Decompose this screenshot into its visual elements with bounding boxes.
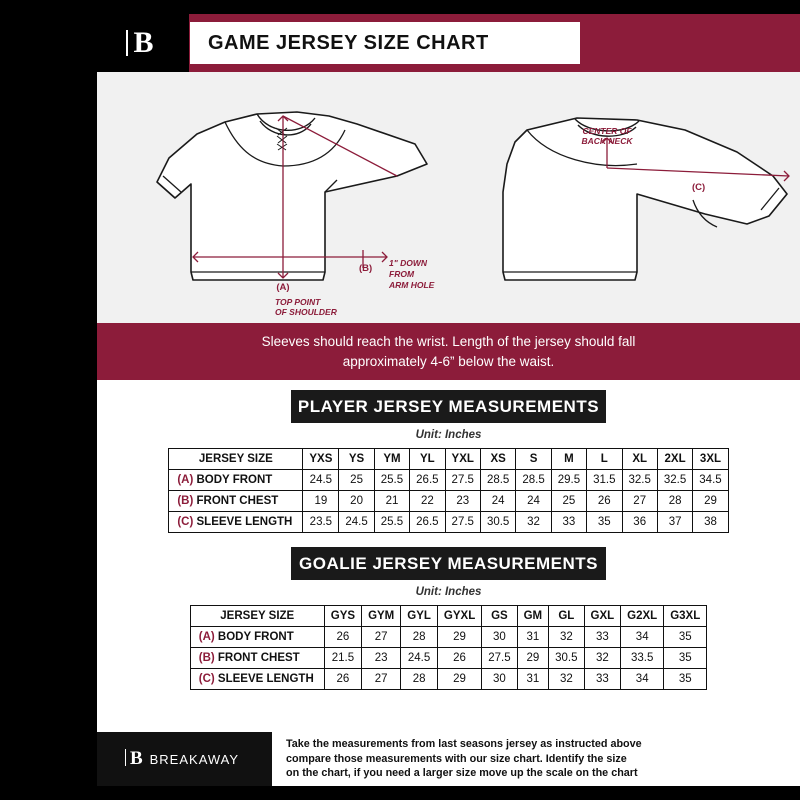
cell: 27 — [362, 627, 401, 648]
top-black-margin — [0, 0, 800, 14]
table-row — [169, 512, 728, 533]
cell: 24.5 — [303, 470, 339, 491]
table-row — [190, 627, 707, 648]
player-unit-label: Unit: Inches — [415, 429, 482, 441]
label-b-tag: (B) — [359, 263, 373, 274]
brand-logo-glyph: B — [133, 26, 153, 59]
row-label-sleeve-length: (C) SLEEVE LENGTH — [169, 512, 303, 533]
label-c-line1: CENTER OF — [582, 126, 632, 136]
label-a-line1: TOP POINT — [275, 297, 321, 307]
footer-line-3: on the chart, if you need a larger size move up the scale on the chart — [286, 767, 638, 780]
size-header-ys: YS — [339, 449, 374, 470]
size-header-m: M — [551, 449, 586, 470]
label-b-line1: 1" DOWN — [389, 258, 428, 268]
size-header-xs: XS — [480, 449, 515, 470]
footer-logo-glyph: B — [129, 748, 143, 769]
cell: 31 — [517, 669, 549, 690]
cell: 23 — [445, 491, 480, 512]
size-header-gs: GS — [482, 606, 517, 627]
size-header-gyl: GYL — [401, 606, 438, 627]
cell: 25.5 — [374, 470, 409, 491]
table-row — [190, 648, 707, 669]
cell: 27.5 — [445, 470, 480, 491]
cell: 32 — [516, 512, 551, 533]
cell: 28.5 — [516, 470, 551, 491]
size-header-gl: GL — [549, 606, 584, 627]
brand-logo — [97, 14, 189, 72]
size-header-s: S — [516, 449, 551, 470]
table-row — [190, 669, 707, 690]
size-header-g3xl: G3XL — [664, 606, 707, 627]
cell: 28 — [401, 627, 438, 648]
cell: 35 — [664, 669, 707, 690]
cell: 24.5 — [401, 648, 438, 669]
label-a-line2: OF SHOULDER — [275, 307, 337, 317]
cell: 38 — [693, 512, 728, 533]
cell: 29 — [437, 669, 481, 690]
cell: 36 — [622, 512, 657, 533]
cell: 24 — [480, 491, 515, 512]
cell: 19 — [303, 491, 339, 512]
cell: 33 — [551, 512, 586, 533]
goalie-measurements-table — [190, 605, 708, 690]
cell: 32 — [549, 627, 584, 648]
cell: 29.5 — [551, 470, 586, 491]
cell: 35 — [664, 627, 707, 648]
cell: 32 — [584, 648, 621, 669]
size-header-gym: GYM — [362, 606, 401, 627]
cell: 34.5 — [693, 470, 728, 491]
size-header-yxs: YXS — [303, 449, 339, 470]
cell: 23 — [362, 648, 401, 669]
cell: 35 — [587, 512, 622, 533]
note-line-1: Sleeves should reach the wrist. Length of the jersey should fall — [261, 333, 636, 349]
label-b-line2: FROM — [389, 269, 415, 279]
row-label-body-front: (A) BODY FRONT — [190, 627, 324, 648]
cell: 21 — [374, 491, 409, 512]
cell: 37 — [657, 512, 692, 533]
cell: 21.5 — [324, 648, 361, 669]
cell: 31 — [517, 627, 549, 648]
size-header-yl: YL — [410, 449, 445, 470]
player-section-plate — [291, 390, 606, 423]
jersey-size-header: JERSEY SIZE — [190, 606, 324, 627]
row-label-body-front: (A) BODY FRONT — [169, 470, 303, 491]
cell: 33 — [584, 627, 621, 648]
note-line-2: approximately 4-6” below the waist. — [342, 353, 555, 369]
row-tag: (B) — [177, 495, 197, 507]
cell: 26.5 — [410, 470, 445, 491]
sleeve-length-note — [97, 323, 800, 380]
cell: 24 — [516, 491, 551, 512]
measurements-body — [97, 380, 800, 732]
size-header-yxl: YXL — [445, 449, 480, 470]
footer-brand — [97, 732, 272, 786]
row-label-front-chest: (B) FRONT CHEST — [190, 648, 324, 669]
cell: 28.5 — [480, 470, 515, 491]
goalie-section-title: GOALIE JERSEY MEASUREMENTS — [299, 553, 598, 573]
size-header-g2xl: G2XL — [621, 606, 664, 627]
size-header-xl: XL — [622, 449, 657, 470]
cell: 27 — [362, 669, 401, 690]
footer-brand-name: BREAKAWAY — [149, 751, 240, 767]
cell: 32 — [549, 669, 584, 690]
cell: 20 — [339, 491, 374, 512]
cell: 34 — [621, 627, 664, 648]
size-header-ym: YM — [374, 449, 409, 470]
cell: 29 — [693, 491, 728, 512]
cell: 28 — [401, 669, 438, 690]
goalie-unit-label: Unit: Inches — [415, 586, 482, 598]
left-black-margin — [0, 0, 97, 800]
bottom-black-margin — [0, 786, 800, 800]
cell: 33 — [584, 669, 621, 690]
cell: 30 — [482, 669, 517, 690]
page-title-plate — [190, 22, 580, 64]
cell: 23.5 — [303, 512, 339, 533]
jersey-diagram — [97, 72, 800, 323]
cell: 30 — [482, 627, 517, 648]
cell: 30.5 — [480, 512, 515, 533]
cell: 26 — [324, 627, 361, 648]
page-title: GAME JERSEY SIZE CHART — [208, 31, 489, 54]
cell: 26.5 — [410, 512, 445, 533]
cell: 22 — [410, 491, 445, 512]
cell: 26 — [587, 491, 622, 512]
row-tag: (C) — [198, 673, 218, 685]
cell: 32.5 — [622, 470, 657, 491]
size-header-gm: GM — [517, 606, 549, 627]
size-header-gyxl: GYXL — [437, 606, 481, 627]
cell: 30.5 — [549, 648, 584, 669]
cell: 28 — [657, 491, 692, 512]
back-jersey-drawing — [503, 118, 787, 280]
footer-line-2: compare those measurements with our size chart. Identify the size — [286, 752, 627, 765]
row-label-sleeve-length: (C) SLEEVE LENGTH — [190, 669, 324, 690]
cell: 25.5 — [374, 512, 409, 533]
cell: 31.5 — [587, 470, 622, 491]
table-header-row — [169, 449, 728, 470]
jersey-size-header: JERSEY SIZE — [169, 449, 303, 470]
cell: 33.5 — [621, 648, 664, 669]
player-measurements-table — [168, 448, 728, 533]
front-jersey-drawing — [157, 112, 427, 280]
player-section-title: PLAYER JERSEY MEASUREMENTS — [297, 396, 600, 416]
size-header-3xl: 3XL — [693, 449, 728, 470]
label-b-line3: ARM HOLE — [389, 280, 435, 290]
footer-line-1: Take the measurements from last seasons jersey as instructed above — [286, 738, 642, 751]
row-tag: (A) — [198, 631, 218, 643]
cell: 27 — [622, 491, 657, 512]
cell: 27.5 — [445, 512, 480, 533]
cell: 25 — [339, 470, 374, 491]
table-row — [169, 470, 728, 491]
cell: 26 — [324, 669, 361, 690]
table-header-row — [190, 606, 707, 627]
label-c-line2: BACK NECK — [581, 136, 633, 146]
label-a-tag: (A) — [276, 282, 290, 293]
cell: 29 — [437, 627, 481, 648]
cell: 29 — [517, 648, 549, 669]
cell: 34 — [621, 669, 664, 690]
header — [0, 14, 800, 72]
cell: 25 — [551, 491, 586, 512]
size-header-l: L — [587, 449, 622, 470]
cell: 32.5 — [657, 470, 692, 491]
size-header-gys: GYS — [324, 606, 361, 627]
row-tag: (C) — [177, 516, 197, 528]
cell: 24.5 — [339, 512, 374, 533]
row-label-front-chest: (B) FRONT CHEST — [169, 491, 303, 512]
jersey-illustration-panel — [97, 72, 800, 323]
row-tag: (A) — [177, 474, 197, 486]
cell: 35 — [664, 648, 707, 669]
goalie-section-plate — [291, 547, 606, 580]
row-tag: (B) — [198, 652, 218, 664]
cell: 27.5 — [482, 648, 517, 669]
size-header-2xl: 2XL — [657, 449, 692, 470]
table-row — [169, 491, 728, 512]
label-c-tag: (C) — [692, 182, 706, 193]
cell: 26 — [437, 648, 481, 669]
size-header-gxl: GXL — [584, 606, 621, 627]
footer-instructions — [272, 732, 800, 786]
footer — [97, 732, 800, 786]
